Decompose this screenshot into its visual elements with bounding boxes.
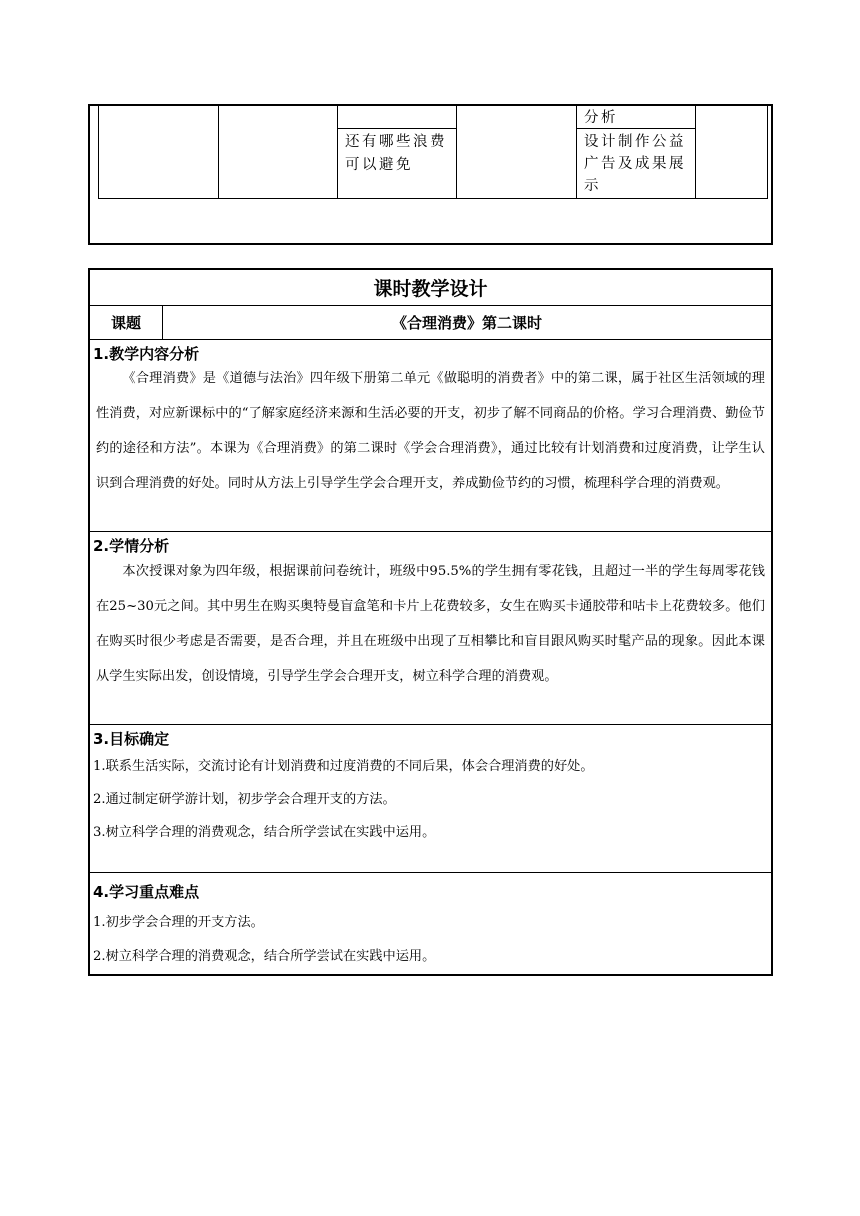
row-divider xyxy=(90,305,771,306)
goal-item: 3.树立科学合理的消费观念，结合所学尝试在实践中运用。 xyxy=(93,825,436,840)
section-heading-students: 2.学情分析 xyxy=(93,537,170,555)
row-divider xyxy=(90,724,771,725)
cell-analysis: 分析 xyxy=(584,110,618,126)
table-title: 课时教学设计 xyxy=(373,278,488,300)
grid-line xyxy=(337,128,457,129)
grid-line xyxy=(337,106,338,198)
section-heading-keypoints: 4.学习重点难点 xyxy=(93,883,200,901)
topic-value: 《合理消费》第二课时 xyxy=(391,314,542,332)
grid-line xyxy=(695,106,696,198)
keypoint-item: 2.树立科学合理的消费观念，结合所学尝试在实践中运用。 xyxy=(93,949,436,964)
section-text-content: 《合理消费》是《道德与法治》四年级下册第二单元《做聪明的消费者》中的第二课，属于社区生活领域的理性消费，对应新课标中的“了解家庭经济来源和生活必要的开支，初步了解不同商品的价格。学习合理消费、勤俭节约的途径和方法”。本课为《合理消费》的第二课时《学会合理消费》，通过比较有计划消费和过度消费，让学生认识到合理消费的好处。同时从方法上引导学生学会合理开支，养成勤俭节约的习惯，梳理科学合理的消费观。 xyxy=(96,371,765,491)
grid-line xyxy=(218,106,219,198)
section-heading-content: 1.教学内容分析 xyxy=(93,345,200,363)
previous-table-grid xyxy=(98,106,768,199)
row-divider xyxy=(90,531,771,532)
section-heading-goals: 3.目标确定 xyxy=(93,730,170,748)
grid-line xyxy=(456,106,457,198)
row-divider xyxy=(90,872,771,873)
lesson-design-table xyxy=(88,268,773,976)
cell-design-line3: 示 xyxy=(584,178,601,194)
keypoint-item: 1.初步学会合理的开支方法。 xyxy=(93,915,264,930)
cell-design-line1: 设计制作公益 xyxy=(584,134,686,150)
cell-waste-line1: 还有哪些浪费 xyxy=(345,134,447,150)
cell-design-line2: 广告及成果展 xyxy=(584,156,686,172)
goal-item: 1.联系生活实际，交流讨论有计划消费和过度消费的不同后果，体会合理消费的好处。 xyxy=(93,759,594,774)
previous-table xyxy=(88,104,773,245)
row-divider xyxy=(90,339,771,340)
section-text-students: 本次授课对象为四年级，根据课前问卷统计，班级中95.5%的学生拥有零花钱，且超过一半的学生每周零花钱在25~30元之间。其中男生在购买奥特曼盲盒笔和卡片上花费较多，女生在购买卡通胶带和咕卡上花费较多。他们在购买时很少考虑是否需要，是否合理，并且在班级中出现了互相攀比和盲目跟风购买时髦产品的现象。因此本课从学生实际出发，创设情境，引导学生学会合理开支，树立科学合理的消费观。 xyxy=(96,564,765,684)
topic-label: 课题 xyxy=(110,314,141,332)
cell-waste-line2: 可以避免 xyxy=(345,157,413,173)
grid-line xyxy=(576,106,577,198)
goal-item: 2.通过制定研学游计划，初步学会合理开支的方法。 xyxy=(93,792,396,807)
